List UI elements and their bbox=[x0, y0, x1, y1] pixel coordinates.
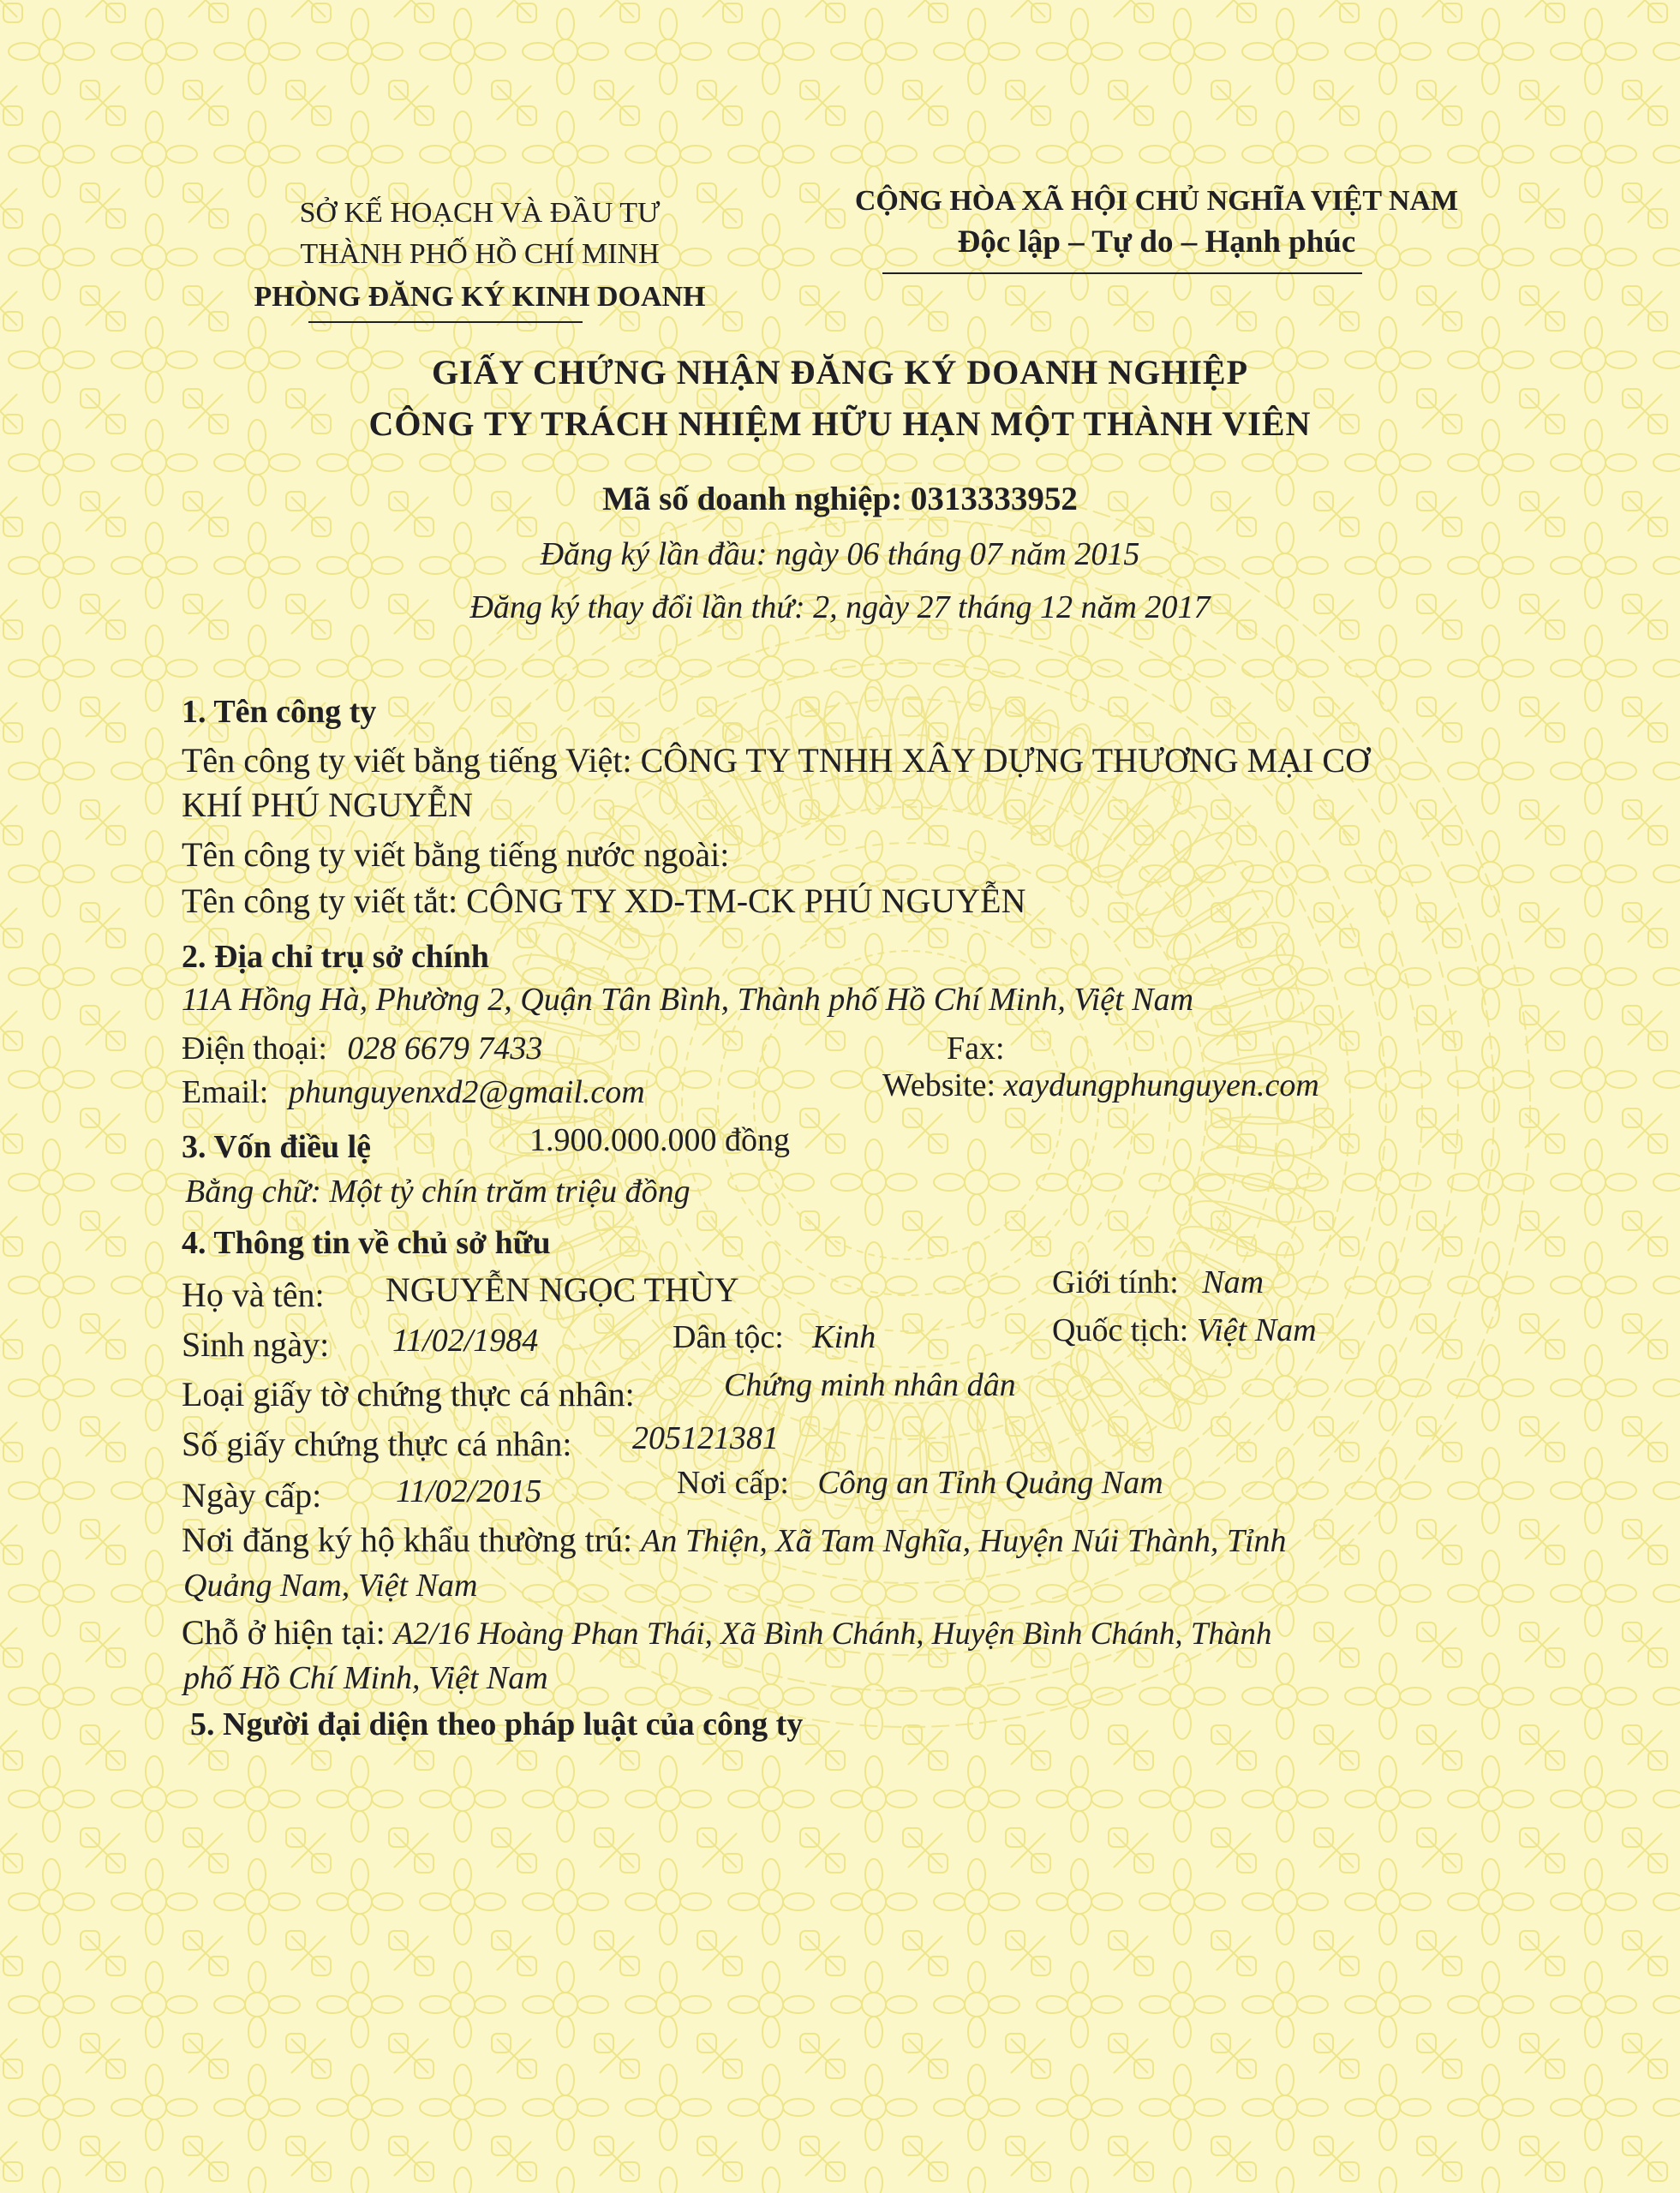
nationality-value: Việt Nam bbox=[1196, 1312, 1317, 1348]
enterprise-code: Mã số doanh nghiệp: 0313333952 bbox=[602, 481, 1078, 517]
change-registration-date: Đăng ký thay đổi lần thứ: 2, ngày 27 tháng 12 năm 2017 bbox=[469, 589, 1211, 625]
current-residence-value-1: A2/16 Hoàng Phan Thái, Xã Bình Chánh, Huyện Bình Chánh, Thành bbox=[393, 1616, 1272, 1652]
certificate-subtitle: CÔNG TY TRÁCH NHIỆM HỮU HẠN MỘT THÀNH VIÊN bbox=[368, 404, 1312, 443]
email-row bbox=[182, 1076, 645, 1108]
issue-date-value: 11/02/2015 bbox=[396, 1473, 542, 1509]
agency-line-3: PHÒNG ĐĂNG KÝ KINH DOANH bbox=[254, 281, 706, 313]
dob-label: Sinh ngày: bbox=[182, 1325, 330, 1364]
viet-name-row bbox=[182, 741, 1370, 780]
phone-row bbox=[182, 1032, 542, 1065]
current-residence-label: Chỗ ở hiện tại: bbox=[182, 1613, 386, 1652]
agency-underline bbox=[308, 321, 583, 323]
email-value: phunguyenxd2@gmail.com bbox=[288, 1074, 645, 1110]
gender-row bbox=[1052, 1266, 1264, 1299]
certificate-title: GIẤY CHỨNG NHẬN ĐĂNG KÝ DOANH NGHIỆP bbox=[431, 353, 1249, 391]
agency-line-2: THÀNH PHỐ HỒ CHÍ MINH bbox=[300, 238, 660, 270]
issue-place-row bbox=[677, 1467, 1163, 1499]
first-registration-date: Đăng ký lần đầu: ngày 06 tháng 07 năm 2015 bbox=[540, 536, 1140, 572]
permanent-residence-row bbox=[182, 1523, 1287, 1557]
nation-motto: Độc lập – Tự do – Hạnh phúc bbox=[957, 224, 1356, 260]
phone-value: 028 6679 7433 bbox=[347, 1031, 543, 1067]
section-4-heading: 4. Thông tin về chủ sở hữu bbox=[182, 1225, 551, 1261]
dob-value: 11/02/1984 bbox=[392, 1323, 539, 1359]
viet-name-value-2: KHÍ PHÚ NGUYỄN bbox=[182, 786, 473, 824]
gender-value: Nam bbox=[1202, 1264, 1264, 1300]
nationality-row bbox=[1052, 1314, 1317, 1347]
website-label: Website: bbox=[882, 1067, 996, 1103]
id-type-value: Chứng minh nhân dân bbox=[724, 1367, 1016, 1403]
nation-title: CỘNG HÒA XÃ HỘI CHỦ NGHĨA VIỆT NAM bbox=[854, 185, 1459, 217]
viet-name-value-1: CÔNG TY TNHH XÂY DỰNG THƯƠNG MẠI CƠ bbox=[640, 741, 1370, 780]
foreign-name-label: Tên công ty viết bằng tiếng nước ngoài: bbox=[182, 835, 730, 874]
owner-name-label: Họ và tên: bbox=[182, 1276, 325, 1314]
website-row bbox=[882, 1069, 1319, 1102]
website-value: xaydungphunguyen.com bbox=[1003, 1067, 1319, 1103]
motto-underline bbox=[882, 272, 1362, 274]
id-type-label: Loại giấy tờ chứng thực cá nhân: bbox=[182, 1375, 635, 1413]
short-name-row bbox=[182, 881, 1026, 920]
permanent-residence-value-2: Quảng Nam, Việt Nam bbox=[183, 1568, 478, 1604]
nationality-label: Quốc tịch: bbox=[1052, 1312, 1189, 1348]
gender-label: Giới tính: bbox=[1052, 1264, 1179, 1300]
ethnicity-label: Dân tộc: bbox=[673, 1319, 784, 1355]
id-number-label: Số giấy chứng thực cá nhân: bbox=[182, 1425, 572, 1463]
email-label: Email: bbox=[182, 1074, 269, 1110]
fax-label: Fax: bbox=[947, 1031, 1005, 1067]
short-name-label: Tên công ty viết tắt: bbox=[182, 881, 458, 920]
issue-date-label: Ngày cấp: bbox=[182, 1476, 322, 1515]
charter-capital-words: Bằng chữ: Một tỷ chín trăm triệu đồng bbox=[185, 1174, 691, 1210]
owner-name-value: NGUYỄN NGỌC THÙY bbox=[386, 1270, 739, 1309]
issue-place-label: Nơi cấp: bbox=[677, 1465, 789, 1501]
short-name-value: CÔNG TY XD-TM-CK PHÚ NGUYỄN bbox=[466, 881, 1026, 920]
issue-place-value: Công an Tỉnh Quảng Nam bbox=[817, 1465, 1163, 1501]
section-5-heading: 5. Người đại diện theo pháp luật của công ty bbox=[190, 1706, 804, 1742]
ethnicity-value: Kinh bbox=[812, 1319, 876, 1355]
section-3-heading: 3. Vốn điều lệ bbox=[182, 1129, 372, 1165]
permanent-residence-value-1: An Thiện, Xã Tam Nghĩa, Huyện Núi Thành, Tỉnh bbox=[641, 1523, 1287, 1559]
id-number-value: 205121381 bbox=[632, 1420, 779, 1456]
phone-label: Điện thoại: bbox=[182, 1031, 327, 1067]
charter-capital-amount: 1.900.000.000 đồng bbox=[529, 1122, 790, 1158]
permanent-residence-label: Nơi đăng ký hộ khẩu thường trú: bbox=[182, 1521, 633, 1559]
viet-name-label: Tên công ty viết bằng tiếng Việt: bbox=[182, 741, 632, 780]
head-office-address: 11A Hồng Hà, Phường 2, Quận Tân Bình, Thành phố Hồ Chí Minh, Việt Nam bbox=[182, 982, 1194, 1018]
section-2-heading: 2. Địa chỉ trụ sở chính bbox=[182, 939, 489, 975]
ethnicity-row bbox=[673, 1321, 876, 1353]
current-residence-value-2: phố Hồ Chí Minh, Việt Nam bbox=[183, 1660, 548, 1696]
agency-line-1: SỞ KẾ HOẠCH VÀ ĐẦU TƯ bbox=[299, 197, 661, 229]
section-1-heading: 1. Tên công ty bbox=[182, 694, 377, 730]
current-residence-row bbox=[182, 1613, 1272, 1652]
